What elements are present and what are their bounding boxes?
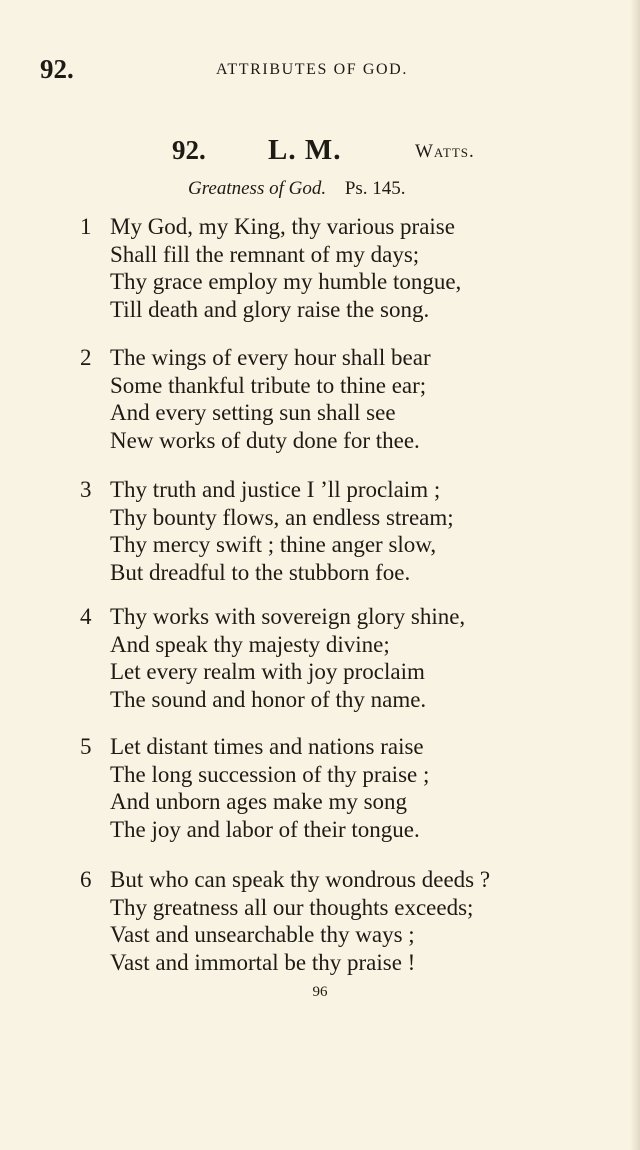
verse-line: Thy truth and justice I ’ll proclaim ; bbox=[110, 477, 441, 502]
stanza-number: 1 bbox=[80, 214, 92, 239]
stanza-number: 2 bbox=[80, 345, 92, 370]
verse-line: The long succession of thy praise ; bbox=[110, 761, 430, 787]
hymn-author: Watts. bbox=[415, 141, 475, 162]
verse-line: Let distant times and nations raise bbox=[110, 734, 424, 759]
verse-line: And every setting sun shall see bbox=[110, 400, 396, 426]
verse-line: Thy works with sovereign glory shine, bbox=[110, 604, 466, 629]
verse-line: Some thankful tribute to thine ear; bbox=[110, 372, 427, 398]
hymn-subtitle bbox=[188, 176, 406, 202]
verse-line: The wings of every hour shall bear bbox=[110, 345, 431, 370]
hymn-scripture-reference: Ps. 145. bbox=[344, 178, 406, 199]
verse-line: And speak thy majesty divine; bbox=[110, 631, 390, 657]
running-header bbox=[40, 54, 600, 84]
hymn-subtitle-title: Greatness of God. bbox=[188, 178, 327, 199]
verse-line: Vast and unsearchable thy ways ; bbox=[110, 922, 415, 948]
verse-line: Let every realm with joy proclaim bbox=[110, 659, 425, 685]
stanza-lines bbox=[110, 603, 620, 713]
verse-line: Thy mercy swift ; thine anger slow, bbox=[110, 532, 437, 558]
verse-line: Shall fill the remnant of my days; bbox=[110, 241, 420, 267]
header-page-number: 92. bbox=[40, 54, 74, 84]
verse-line: But dreadful to the stubborn foe. bbox=[110, 559, 411, 585]
stanza-lines bbox=[110, 733, 620, 843]
verse-line: Till death and glory raise the song. bbox=[110, 296, 430, 322]
folio-number: 96 bbox=[312, 984, 328, 1000]
verse-line: The joy and labor of their tongue. bbox=[110, 816, 420, 842]
stanza-number: 3 bbox=[80, 477, 92, 502]
hymn-meter: L. M. bbox=[268, 134, 342, 166]
verse-line: The sound and honor of thy name. bbox=[110, 686, 427, 712]
verse-line: And unborn ages make my song bbox=[110, 789, 408, 815]
stanza-number: 4 bbox=[80, 604, 92, 629]
stanza-lines bbox=[110, 866, 620, 976]
stanza-number: 6 bbox=[80, 867, 92, 892]
verse-line: Thy bounty flows, an endless stream; bbox=[110, 504, 454, 530]
verse-line: My God, my King, thy various praise bbox=[110, 214, 455, 239]
verse-line: Vast and immortal be thy praise ! bbox=[110, 949, 416, 975]
stanza-lines bbox=[110, 476, 620, 586]
verse-line: Thy grace employ my humble tongue, bbox=[110, 269, 462, 295]
hymn-heading bbox=[0, 134, 640, 170]
hymn-number: 92. bbox=[172, 135, 206, 165]
stanza-lines bbox=[110, 344, 620, 454]
verse-line: But who can speak thy wondrous deeds ? bbox=[110, 867, 491, 892]
verse-line: New works of duty done for thee. bbox=[110, 427, 420, 453]
stanza-lines bbox=[110, 213, 620, 323]
header-title: ATTRIBUTES OF GOD. bbox=[216, 61, 408, 78]
stanza-number: 5 bbox=[80, 734, 92, 759]
verse-line: Thy greatness all our thoughts exceeds; bbox=[110, 894, 474, 920]
page-edge-shadow bbox=[630, 0, 640, 1150]
